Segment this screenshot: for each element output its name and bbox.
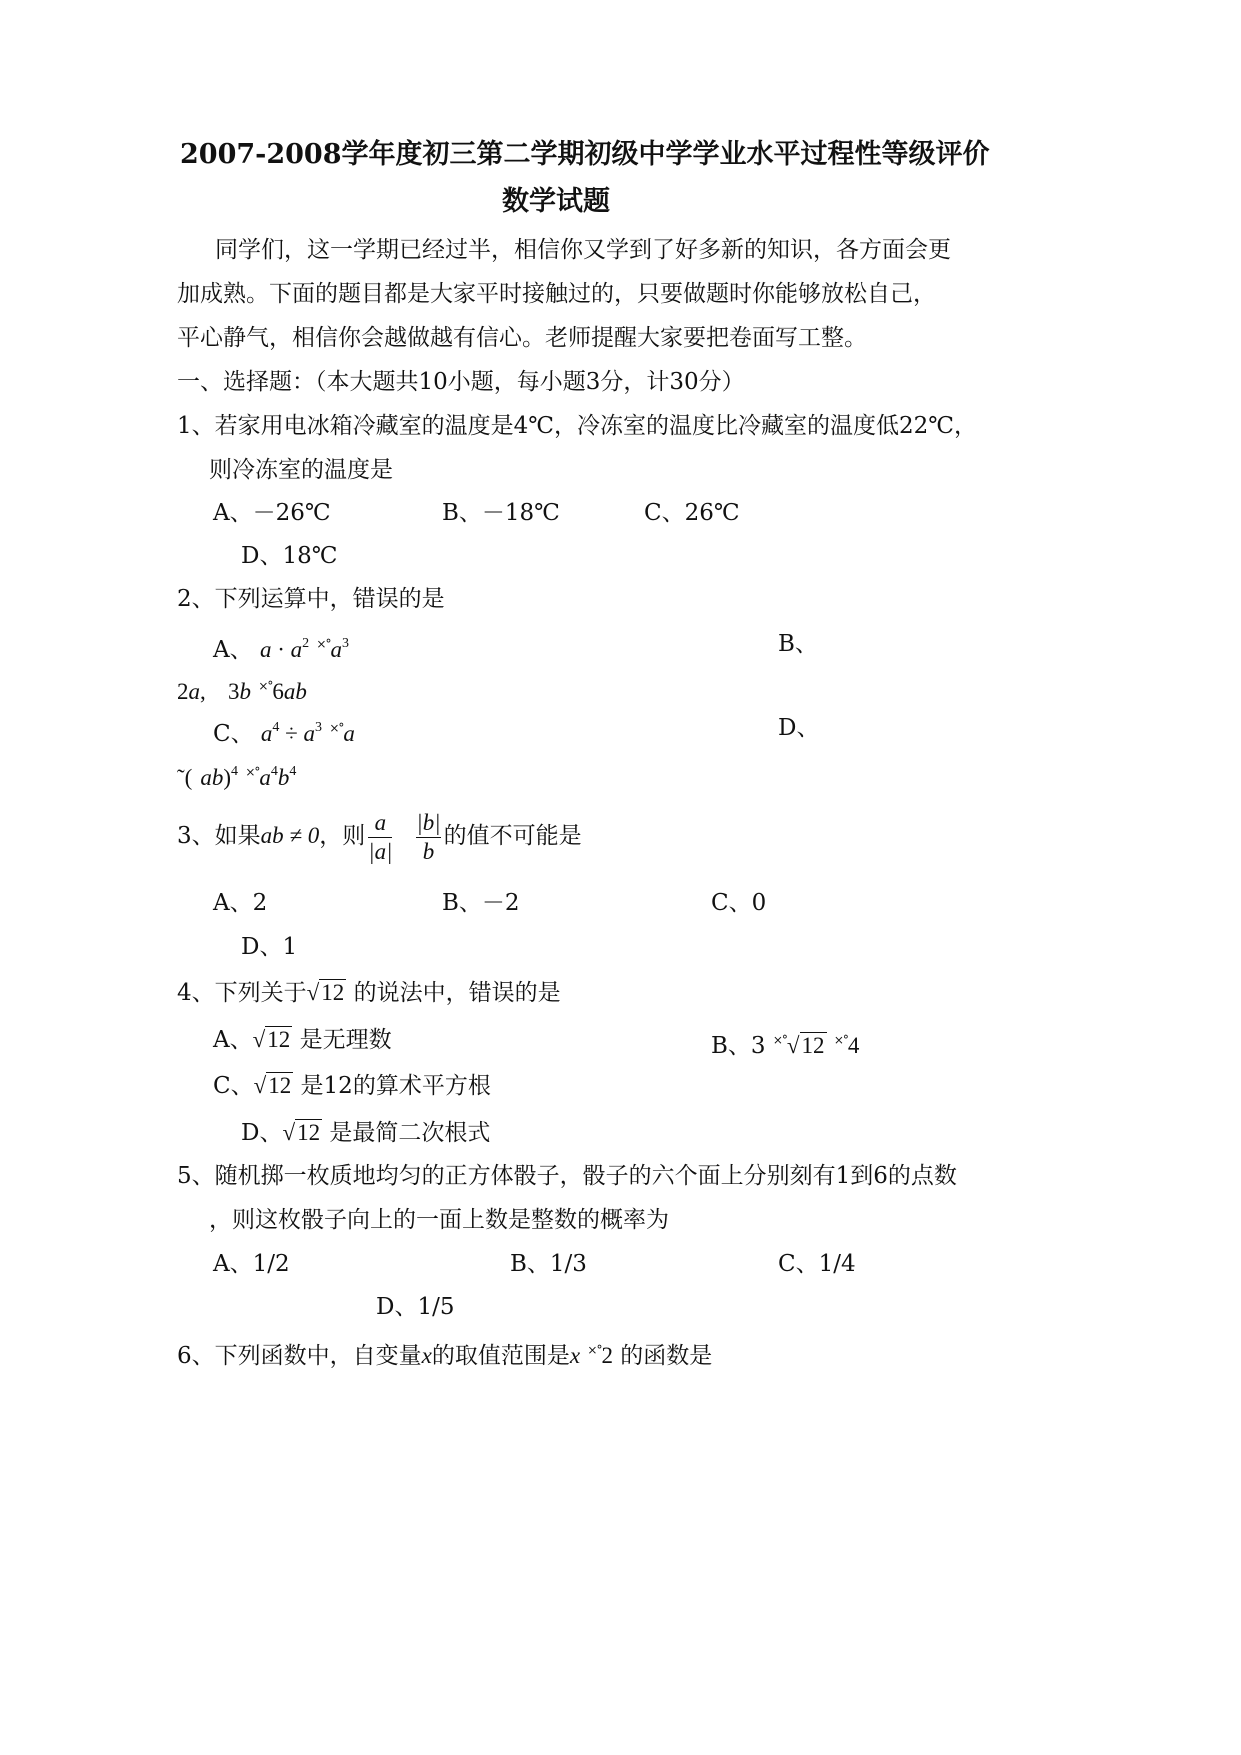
q2-a-glyph: ×°: [316, 637, 331, 651]
q4-option-c-label: C、: [213, 1073, 254, 1099]
q3-prefix: 3、如果: [177, 823, 261, 849]
q3-option-c: C、0: [711, 890, 767, 916]
q4-suffix: 的说法中，错误的是: [353, 980, 561, 1006]
q4-option-a-text: 是无理数: [299, 1027, 392, 1053]
q2-option-a: A、 $a \cdot a^2$ $^{\times^\circ}a^3$: [213, 636, 349, 663]
q2-stem: 2、下列运算中，错误的是: [177, 586, 445, 612]
q3-option-d: D、1: [241, 934, 298, 960]
q1-option-d: D、18℃: [241, 543, 338, 569]
q3-option-a: A、2: [213, 890, 268, 916]
intro-line-2: 加成熟。下面的题目都是大家平时接触过的，只要做题时你能够放松自己，: [177, 281, 936, 307]
q6-cond-val: 2: [601, 1343, 613, 1368]
q2-c-glyph: ×°: [329, 721, 344, 735]
q4-option-b-label: B、3: [711, 1033, 766, 1059]
q4-option-c: C、√12 是12的算术平方根: [213, 1073, 491, 1099]
q5-option-b: B、1/3: [510, 1251, 587, 1277]
q3-stem: [177, 806, 582, 866]
q4-option-d-text: 是最简二次根式: [329, 1120, 491, 1146]
q1-option-c: C、26℃: [644, 500, 740, 526]
q4-stem: [177, 978, 561, 1008]
q1-line-1: 1、若家用电冰箱冷藏室的温度是4℃，冷冻室的温度比冷藏室的温度低22℃，: [177, 413, 977, 439]
q6-var: x: [421, 1343, 432, 1368]
q6-cond-var: x: [569, 1343, 581, 1368]
intro-line-1: 同学们，这一学期已经过半，相信你又学到了好多新的知识，各方面会更: [215, 237, 951, 263]
q6-stem: 6、下列函数中，自变量x的取值范围是x ×°2 的函数是: [177, 1343, 713, 1369]
q4-option-b: B、3 ×°√12 ×°4: [711, 1033, 860, 1059]
q5-option-a: A、1/2: [213, 1251, 290, 1277]
q3-mid: ，则: [319, 823, 366, 849]
q4-option-d: D、√12 是最简二次根式: [241, 1120, 491, 1146]
q2-option-a-label: A、: [213, 637, 253, 663]
q2-option-c-label: C、: [213, 721, 254, 747]
q4-option-a: A、√12 是无理数: [213, 1027, 392, 1053]
q4-option-c-text: 是12的算术平方根: [300, 1073, 491, 1099]
q5-line-1: 5、随机掷一枚质地均匀的正方体骰子，骰子的六个面上分别刻有1到6的点数: [177, 1163, 957, 1189]
q3-fraction-2: $\frac{|b|}{b}$: [416, 809, 441, 864]
q3-fraction-1: $\frac{a}{|a|}$: [368, 809, 393, 864]
q4-option-b-end: 4: [847, 1033, 860, 1058]
q2-option-d-expr: ˜( ab)$^4$ $^{\times^\circ}a^4b^4$: [177, 764, 297, 790]
q3-condition: ab ≠ 0: [260, 823, 320, 848]
q2-option-c: C、 $a^4 \div a^3$ ×°a: [213, 720, 355, 747]
section-heading: 一、选择题：（本大题共10小题，每小题3分，计30分）: [177, 369, 745, 395]
title-line-1: 2007-2008学年度初三第二学期初级中学学业水平过程性等级评价: [180, 139, 990, 170]
q2-option-d-label: D、: [778, 715, 820, 741]
q1-option-b: B、－18℃: [442, 500, 560, 526]
q4-sqrt: √12: [306, 980, 345, 1005]
title-line-2: 数学试题: [502, 186, 610, 217]
q6-prefix: 6、下列函数中，自变量: [177, 1343, 422, 1369]
intro-line-3: 平心静气，相信你会越做越有信心。老师提醒大家要把卷面写工整。: [177, 325, 867, 351]
q6-suffix: 的函数是: [620, 1343, 713, 1369]
q4-prefix: 4、下列关于: [177, 980, 307, 1006]
q6-mid: 的取值范围是: [431, 1343, 570, 1369]
q5-line-2: ，则这枚骰子向上的一面上数是整数的概率为: [209, 1207, 669, 1233]
q3-suffix: 的值不可能是: [443, 823, 582, 849]
q2-option-b-expr: 2a, 3b ×°6ab: [177, 679, 307, 704]
q2-d-glyph: ×°: [245, 765, 260, 779]
q3-option-b: B、－2: [442, 890, 520, 916]
q4-option-d-label: D、: [241, 1120, 283, 1146]
q2-option-b-label: B、: [778, 631, 818, 657]
q5-option-c: C、1/4: [778, 1251, 856, 1277]
q1-option-a: A、－26℃: [213, 500, 331, 526]
q4-option-a-label: A、: [213, 1027, 253, 1053]
q1-line-2: 则冷冻室的温度是: [209, 457, 393, 483]
q2-b-glyph: ×°: [258, 679, 273, 693]
q5-option-d: D、1/5: [376, 1294, 455, 1320]
